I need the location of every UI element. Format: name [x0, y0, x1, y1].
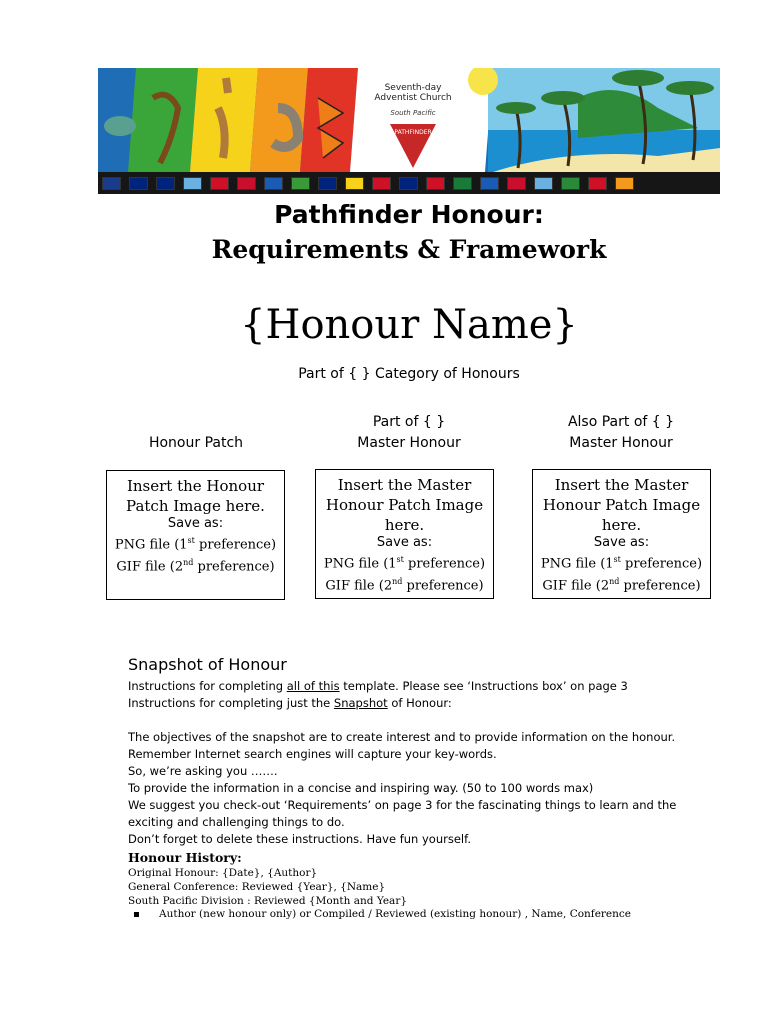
- history-south-pacific-division: South Pacific Division : Reviewed {Month and Year}: [128, 895, 408, 907]
- flag-icon: [453, 177, 472, 190]
- header-banner: [98, 68, 720, 194]
- instruction-text: Instructions for completing: [128, 679, 287, 693]
- box-line1: Insert the Master: [337, 476, 472, 494]
- gif-preference: GIF file (2nd preference): [116, 558, 275, 575]
- history-bullet-item: [134, 908, 631, 920]
- box-line3: here.: [601, 516, 642, 534]
- banner-artwork: [98, 68, 720, 172]
- column-heading-also-master-honour: [531, 412, 711, 454]
- flag-icon: [156, 177, 175, 190]
- snapshot-paragraph-suggest: We suggest you check-out ‘Requirements’ on page 3 for the fascinating things to learn and the exciting and challenging things to do.: [128, 798, 677, 829]
- document-subtitle: Requirements & Framework: [211, 235, 607, 264]
- gif-preference: GIF file (2nd preference): [325, 577, 484, 594]
- box-line1: Insert the Master: [554, 476, 689, 494]
- snapshot-heading: Snapshot of Honour: [128, 655, 287, 674]
- flag-bar: [98, 172, 720, 194]
- box-line2: Honour Patch Image: [542, 496, 701, 514]
- flag-icon: [210, 177, 229, 190]
- flag-icon: [291, 177, 310, 190]
- flag-icon: [183, 177, 202, 190]
- box-line1: Insert the Honour: [126, 477, 265, 495]
- column-heading-line1: Part of { }: [372, 414, 446, 430]
- column-heading-line2: Master Honour: [569, 435, 673, 451]
- png-preference: PNG file (1st preference): [540, 555, 703, 572]
- box-line3: here.: [384, 516, 425, 534]
- division-name: South Pacific: [390, 109, 436, 117]
- flag-icon: [345, 177, 364, 190]
- snapshot-paragraph-delete: Don’t forget to delete these instructions. Have fun yourself.: [128, 832, 471, 846]
- master-honour-patch-image-box: [315, 469, 494, 599]
- column-heading-line2: Master Honour: [357, 435, 461, 451]
- column-heading-master-honour: [319, 412, 499, 454]
- column-heading-line2: Honour Patch: [148, 435, 244, 451]
- box-line2: Patch Image here.: [126, 497, 265, 515]
- church-name-line1: Seventh-day: [384, 83, 442, 93]
- save-as-label: Save as:: [167, 516, 224, 531]
- save-as-label: Save as:: [376, 535, 433, 550]
- flag-icon: [399, 177, 418, 190]
- honour-name-placeholder: {Honour Name}: [240, 302, 578, 348]
- flag-icon: [561, 177, 580, 190]
- all-of-this-link: all of this: [286, 679, 340, 693]
- snapshot-paragraph-objectives: The objectives of the snapshot are to create interest and to provide information on the honour. Remember Internet search engines will capture your key-words.: [128, 730, 676, 761]
- history-original-honour: Original Honour: {Date}, {Author}: [128, 867, 318, 879]
- history-general-conference: General Conference: Reviewed {Year}, {Name}: [128, 881, 386, 893]
- honour-history-heading: Honour History:: [128, 850, 242, 865]
- instruction-text: of Honour:: [387, 696, 452, 710]
- church-name-line2: Adventist Church: [374, 93, 452, 103]
- instructions-line-all: [128, 678, 698, 695]
- png-preference: PNG file (1st preference): [323, 555, 486, 572]
- flag-icon: [534, 177, 553, 190]
- flag-icon: [507, 177, 526, 190]
- snapshot-paragraph-concise: To provide the information in a concise and inspiring way. (50 to 100 words max): [128, 781, 594, 795]
- column-heading-honour-patch: [106, 412, 286, 454]
- instruction-text: Instructions for completing just the: [128, 696, 334, 710]
- flag-icon: [372, 177, 391, 190]
- flag-icon: [480, 177, 499, 190]
- flag-icon: [588, 177, 607, 190]
- bullet-text: Author (new honour only) or Compiled / Reviewed (existing honour) , Name, Conference: [159, 908, 631, 920]
- flag-icon: [615, 177, 634, 190]
- flag-icon: [237, 177, 256, 190]
- flag-icon: [318, 177, 337, 190]
- snapshot-link: Snapshot: [333, 696, 388, 710]
- instructions-line-snapshot: [128, 695, 698, 712]
- column-heading-line1: Also Part of { }: [567, 414, 675, 430]
- png-preference: PNG file (1st preference): [114, 536, 277, 553]
- flag-icon: [264, 177, 283, 190]
- also-master-honour-patch-image-box: [532, 469, 711, 599]
- turtle-icon: [104, 116, 136, 136]
- instruction-text: template. Please see ‘Instructions box’ on page 3: [339, 679, 628, 693]
- pathfinder-emblem-text: PATHFINDER: [394, 129, 432, 136]
- bullet-square-icon: [134, 912, 139, 917]
- box-line2: Honour Patch Image: [325, 496, 484, 514]
- document-title: Pathfinder Honour:: [274, 200, 544, 229]
- flag-icon: [102, 177, 121, 190]
- flag-icon: [426, 177, 445, 190]
- category-line: Part of { } Category of Honours: [298, 366, 520, 382]
- column-heading-line1: [106, 412, 286, 433]
- save-as-label: Save as:: [593, 535, 650, 550]
- flag-icon: [129, 177, 148, 190]
- snapshot-paragraph-asking: So, we’re asking you …….: [128, 764, 278, 778]
- gif-preference: GIF file (2nd preference): [542, 577, 701, 594]
- honour-patch-image-box: [106, 470, 285, 600]
